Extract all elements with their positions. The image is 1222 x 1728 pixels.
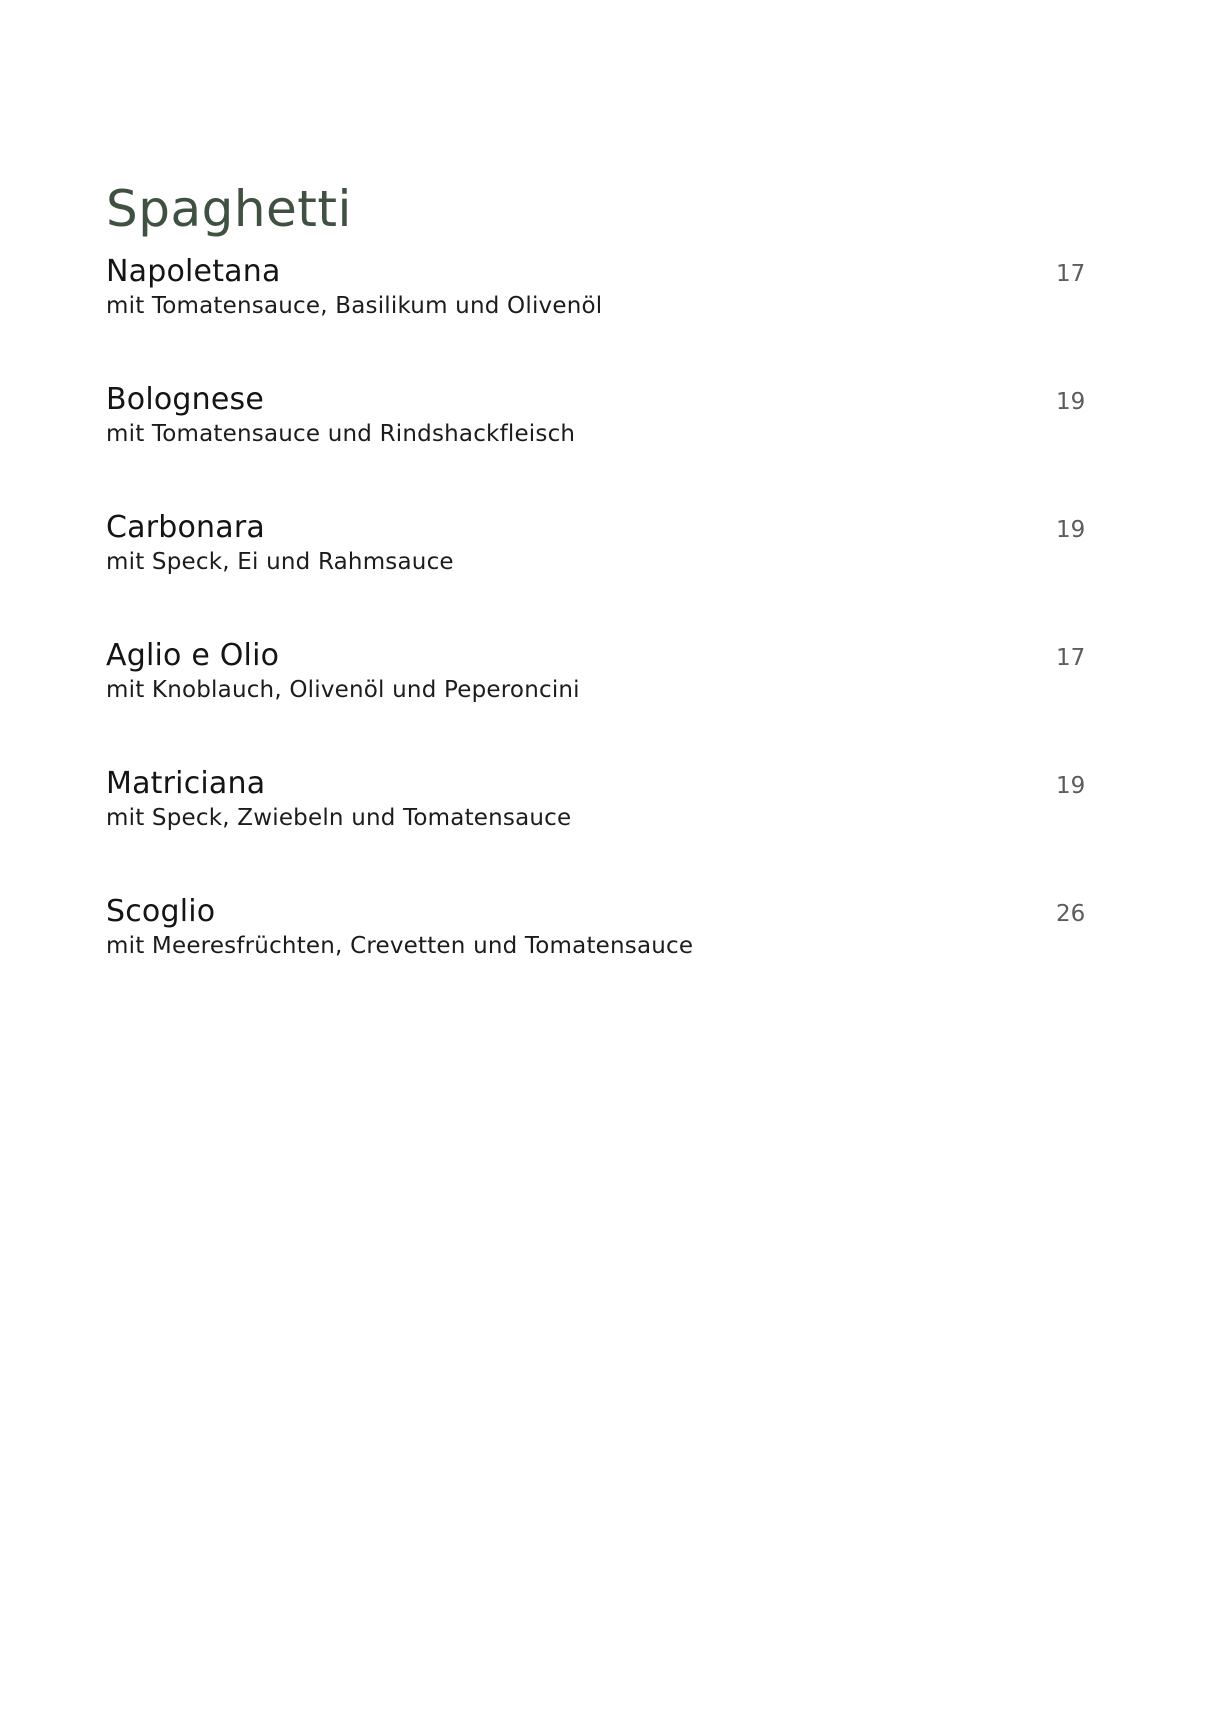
menu-item [106, 766, 1096, 894]
item-price: 19 [1056, 773, 1086, 799]
item-name: Carbonara [106, 510, 265, 545]
item-name: Matriciana [106, 766, 266, 801]
item-price: 17 [1056, 261, 1086, 287]
item-price: 26 [1056, 901, 1086, 927]
item-name: Bolognese [106, 382, 265, 417]
item-name: Napoletana [106, 254, 281, 289]
menu-page [106, 176, 1096, 1022]
item-description: mit Speck, Ei und Rahmsauce [106, 549, 454, 575]
menu-item [106, 510, 1096, 638]
menu-item [106, 254, 1096, 382]
item-name: Aglio e Olio [106, 638, 280, 673]
item-description: mit Knoblauch, Olivenöl und Peperoncini [106, 677, 580, 703]
item-description: mit Meeresfrüchten, Crevetten und Tomatensauce [106, 933, 694, 959]
item-price: 17 [1056, 645, 1086, 671]
item-name: Scoglio [106, 894, 216, 929]
item-price: 19 [1056, 517, 1086, 543]
section-title: Spaghetti [106, 180, 352, 238]
menu-item [106, 894, 1096, 1022]
item-description: mit Speck, Zwiebeln und Tomatensauce [106, 805, 572, 831]
item-description: mit Tomatensauce, Basilikum und Olivenöl [106, 293, 603, 319]
menu-list [106, 254, 1096, 1022]
menu-item [106, 638, 1096, 766]
menu-item [106, 382, 1096, 510]
item-price: 19 [1056, 389, 1086, 415]
item-description: mit Tomatensauce und Rindshackfleisch [106, 421, 576, 447]
